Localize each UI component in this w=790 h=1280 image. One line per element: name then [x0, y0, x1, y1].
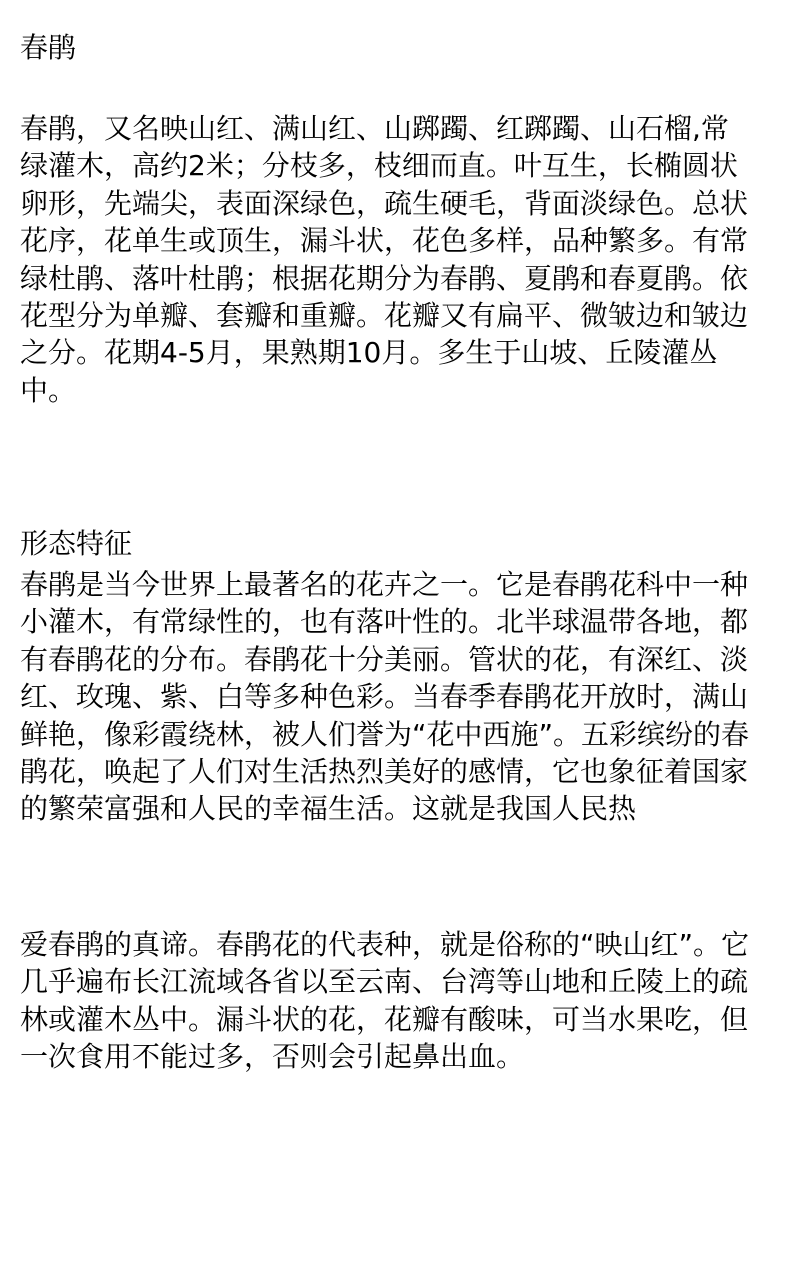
- morphology-paragraph: 春鹃是当今世界上最著名的花卉之一。它是春鹃花科中一种小灌木，有常绿性的，也有落叶性的。北半球温带各地，都有春鹃花的分布。春鹃花十分美丽。管状的花，有深红、淡红、玫瑰、紫、白等多种色彩。当春季春鹃花开放时，满山鲜艳，像彩霞绕林，被人们誉为“花中西施”。五彩缤纷的春鹃花，唤起了人们对生活热烈美好的感情，它也象征着国家的繁荣富强和人民的幸福生活。这就是我国人民热: [20, 568, 750, 826]
- section-heading: 形态特征: [20, 527, 133, 560]
- document-title: 春鹃: [20, 31, 77, 64]
- intro-paragraph: 春鹃，又名映山红、满山红、山踯躅、红踯躅、山石榴,常绿灌木，高约2米；分枝多，枝细而直。叶互生，长椭圆状卵形，先端尖，表面深绿色，疏生硬毛，背面淡绿色。总状花序，花单生或顶生，漏斗状，花色多样，品种繁多。有常绿杜鹃、落叶杜鹃；根据花期分为春鹃、夏鹃和春夏鹃。依花型分为单瓣、套瓣和重瓣。花瓣又有扁平、微皱边和皱边之分。花期4-5月，果熟期10月。多生于山坡、丘陵灌丛中。: [20, 112, 749, 407]
- continuation-paragraph: 爱春鹃的真谛。春鹃花的代表种，就是俗称的“映山红”。它几乎遍布长江流域各省以至云南、台湾等山地和丘陵上的疏林或灌木丛中。漏斗状的花，花瓣有酸味，可当水果吃，但一次食用不能过多，否则会引起鼻出血。: [20, 928, 750, 1074]
